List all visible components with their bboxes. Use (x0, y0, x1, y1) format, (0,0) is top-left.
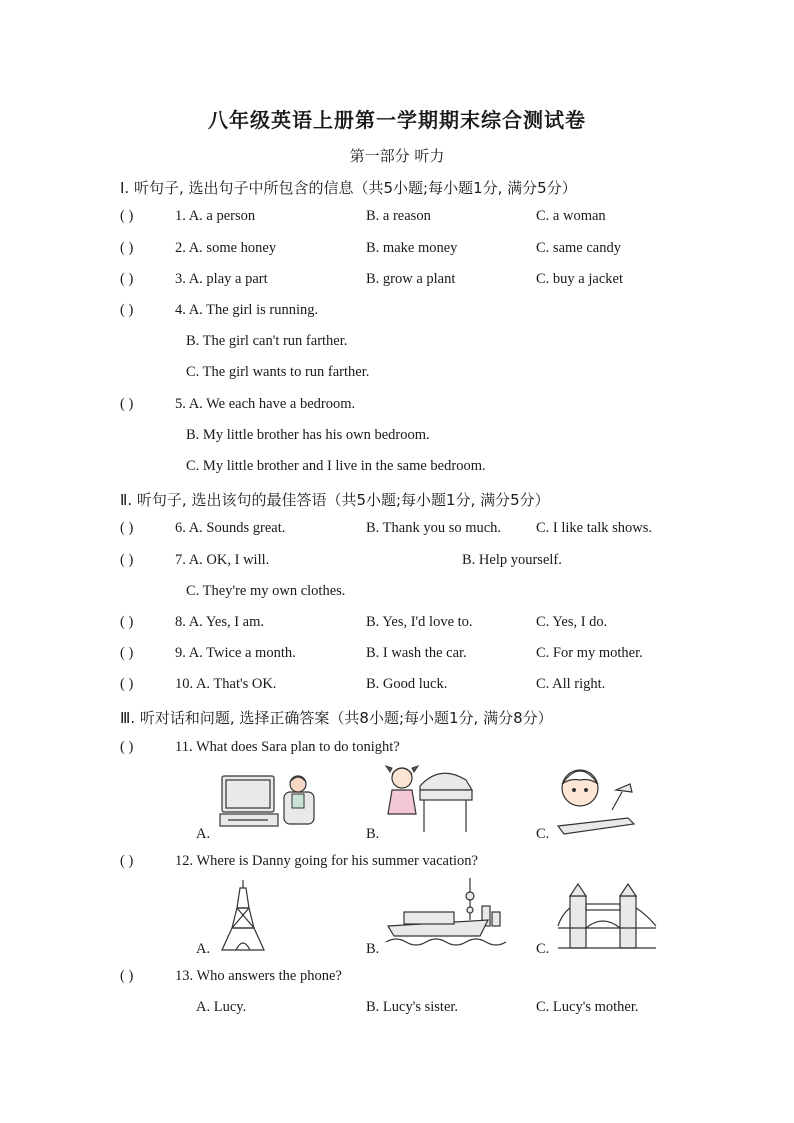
q2-option-a: 2. A. some honey (175, 240, 277, 256)
q7-option-b: B. Help yourself. (462, 552, 562, 568)
answer-blank: ( ) (120, 614, 134, 630)
q10-option-a: 10. A. That's OK. (175, 676, 277, 692)
q3-option-a: 3. A. play a part (175, 271, 268, 287)
q6-option-a: 6. A. Sounds great. (175, 520, 286, 536)
q11-label-b: B. (366, 826, 380, 842)
tv-watching-picture (218, 768, 318, 830)
q5-option-c: C. My little brother and I live in the same bedroom. (186, 458, 486, 474)
answer-blank: ( ) (120, 396, 134, 412)
piano-picture (380, 764, 480, 836)
q4-option-a: 4. A. The girl is running. (175, 302, 319, 318)
q8-option-c: C. Yes, I do. (536, 614, 608, 630)
answer-blank: ( ) (120, 676, 134, 692)
q6-option-c: C. I like talk shows. (536, 520, 652, 536)
studying-girl-picture (552, 762, 638, 840)
q7-option-a: 7. A. OK, I will. (175, 552, 270, 568)
eiffel-tower-picture (218, 878, 268, 954)
q1-option-c: C. a woman (536, 208, 606, 224)
section-1-heading: Ⅰ. 听句子, 选出句子中所包含的信息（共5小题;每小题1分, 满分5分） (120, 179, 577, 197)
q5-option-a: 5. A. We each have a bedroom. (175, 396, 356, 412)
q10-option-c: C. All right. (536, 676, 606, 692)
q11-label-c: C. (536, 826, 550, 842)
q8-option-a: 8. A. Yes, I am. (175, 614, 265, 630)
q5-option-b: B. My little brother has his own bedroom. (186, 427, 430, 443)
tower-bridge-picture (556, 878, 658, 952)
answer-blank: ( ) (120, 520, 134, 536)
q12-question: 12. Where is Danny going for his summer vacation? (175, 853, 478, 869)
answer-blank: ( ) (120, 968, 134, 984)
q3-option-c: C. buy a jacket (536, 271, 623, 287)
q12-label-a: A. (196, 941, 211, 957)
part-heading: 第一部分 听力 (349, 147, 445, 165)
q11-question: 11. What does Sara plan to do tonight? (175, 739, 400, 755)
q13-option-b: B. Lucy's sister. (366, 999, 459, 1015)
answer-blank: ( ) (120, 739, 134, 755)
q10-option-b: B. Good luck. (366, 676, 448, 692)
page-title: 八年级英语上册第一学期期末综合测试卷 (208, 108, 586, 132)
q3-option-b: B. grow a plant (366, 271, 456, 287)
answer-blank: ( ) (120, 208, 134, 224)
section-2-heading: Ⅱ. 听句子, 选出该句的最佳答语（共5小题;每小题1分, 满分5分） (120, 491, 550, 509)
q13-question: 13. Who answers the phone? (175, 968, 342, 984)
q9-option-c: C. For my mother. (536, 645, 643, 661)
section-3-heading: Ⅲ. 听对话和问题, 选择正确答案（共8小题;每小题1分, 满分8分） (120, 709, 553, 727)
q12-label-c: C. (536, 941, 550, 957)
answer-blank: ( ) (120, 240, 134, 256)
shanghai-ship-picture (384, 876, 512, 952)
q6-option-b: B. Thank you so much. (366, 520, 502, 536)
answer-blank: ( ) (120, 645, 134, 661)
q4-option-b: B. The girl can't run farther. (186, 333, 348, 349)
answer-blank: ( ) (120, 271, 134, 287)
answer-blank: ( ) (120, 853, 134, 869)
q13-option-a: A. Lucy. (196, 999, 247, 1015)
answer-blank: ( ) (120, 302, 134, 318)
q7-option-c: C. They're my own clothes. (186, 583, 346, 599)
q9-option-b: B. I wash the car. (366, 645, 467, 661)
q8-option-b: B. Yes, I'd love to. (366, 614, 473, 630)
q11-label-a: A. (196, 826, 211, 842)
q4-option-c: C. The girl wants to run farther. (186, 364, 370, 380)
q2-option-b: B. make money (366, 240, 458, 256)
answer-blank: ( ) (120, 552, 134, 568)
q2-option-c: C. same candy (536, 240, 621, 256)
q13-option-c: C. Lucy's mother. (536, 999, 639, 1015)
q12-label-b: B. (366, 941, 380, 957)
q1-option-a: 1. A. a person (175, 208, 256, 224)
q9-option-a: 9. A. Twice a month. (175, 645, 296, 661)
q1-option-b: B. a reason (366, 208, 431, 224)
